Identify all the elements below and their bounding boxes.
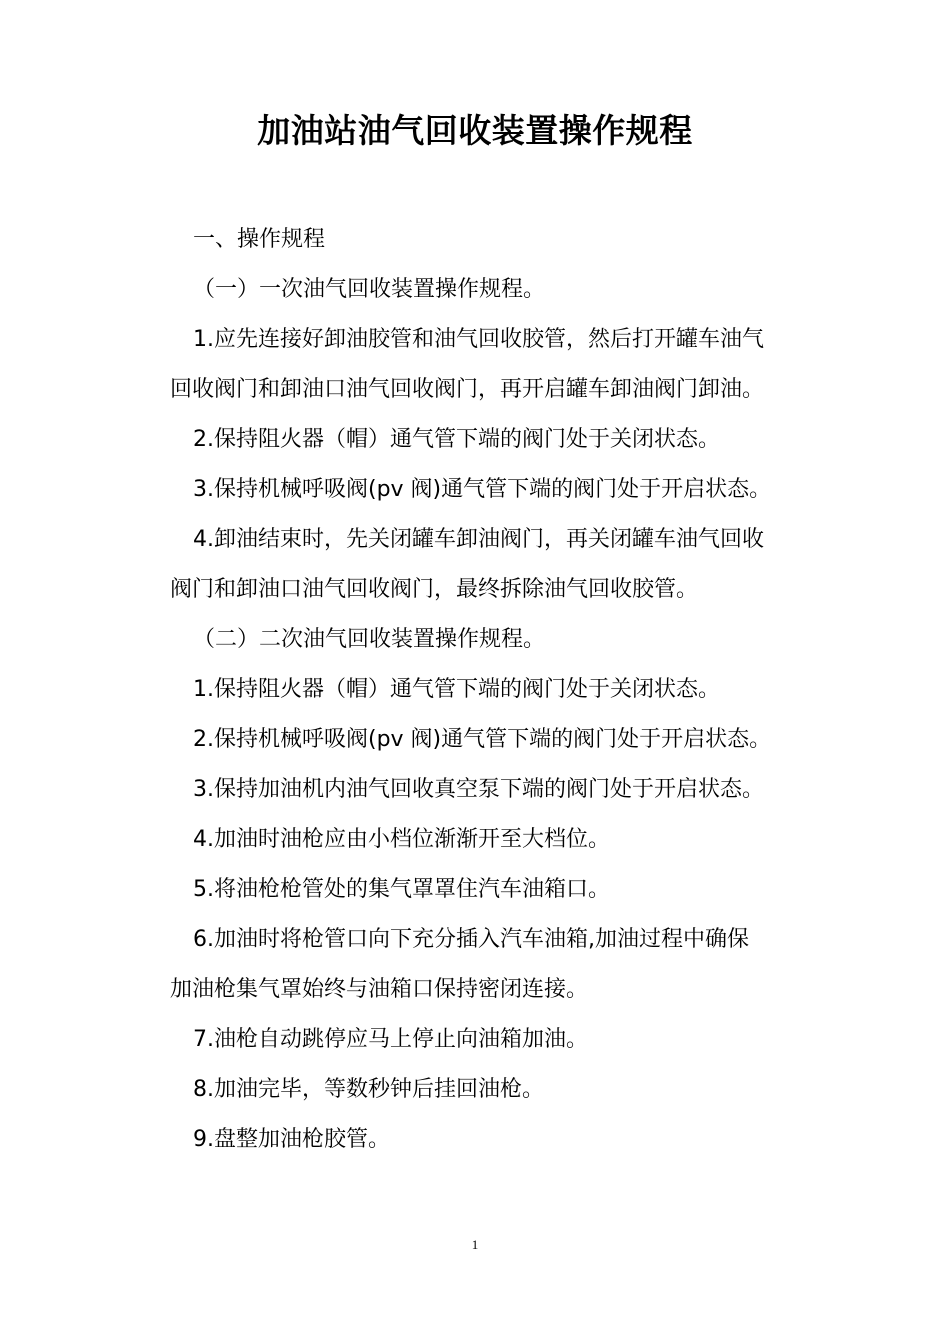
list-item-continuation: 阀门和卸油口油气回收阀门，最终拆除油气回收胶管。 [170,577,699,602]
page-number: 1 [471,1237,479,1252]
list-item: 1.保持阻火器（帽）通气管下端的阀门处于关闭状态。 [193,677,720,702]
subsection-heading-1: （一）一次油气回收装置操作规程。 [193,277,546,302]
list-item: 9.盘整加油枪胶管。 [193,1127,390,1152]
list-item-continuation: 回收阀门和卸油口油气回收阀门，再开启罐车卸油阀门卸油。 [170,377,765,402]
section-heading: 一、操作规程 [193,227,326,252]
list-item-continuation: 加油枪集气罩始终与油箱口保持密闭连接。 [170,977,589,1002]
list-item: 5.将油枪枪管处的集气罩罩住汽车油箱口。 [193,877,610,902]
list-item: 6.加油时将枪管口向下充分插入汽车油箱,加油过程中确保 [193,927,749,952]
list-item: 3.保持加油机内油气回收真空泵下端的阀门处于开启状态。 [193,777,764,802]
list-item: 2.保持机械呼吸阀(pv 阀)通气管下端的阀门处于开启状态。 [193,727,772,752]
list-item: 3.保持机械呼吸阀(pv 阀)通气管下端的阀门处于开启状态。 [193,477,772,502]
list-item: 8.加油完毕，等数秒钟后挂回油枪。 [193,1077,544,1102]
page-title: 加油站油气回收装置操作规程 [257,111,693,150]
list-item: 4.加油时油枪应由小档位渐渐开至大档位。 [193,827,610,852]
list-item: 4.卸油结束时，先关闭罐车卸油阀门，再关闭罐车油气回收 [193,527,764,552]
list-item: 7.油枪自动跳停应马上停止向油箱加油。 [193,1027,588,1052]
list-item: 1.应先连接好卸油胶管和油气回收胶管，然后打开罐车油气 [193,327,764,352]
subsection-heading-2: （二）二次油气回收装置操作规程。 [193,627,546,652]
list-item: 2.保持阻火器（帽）通气管下端的阀门处于关闭状态。 [193,427,720,452]
